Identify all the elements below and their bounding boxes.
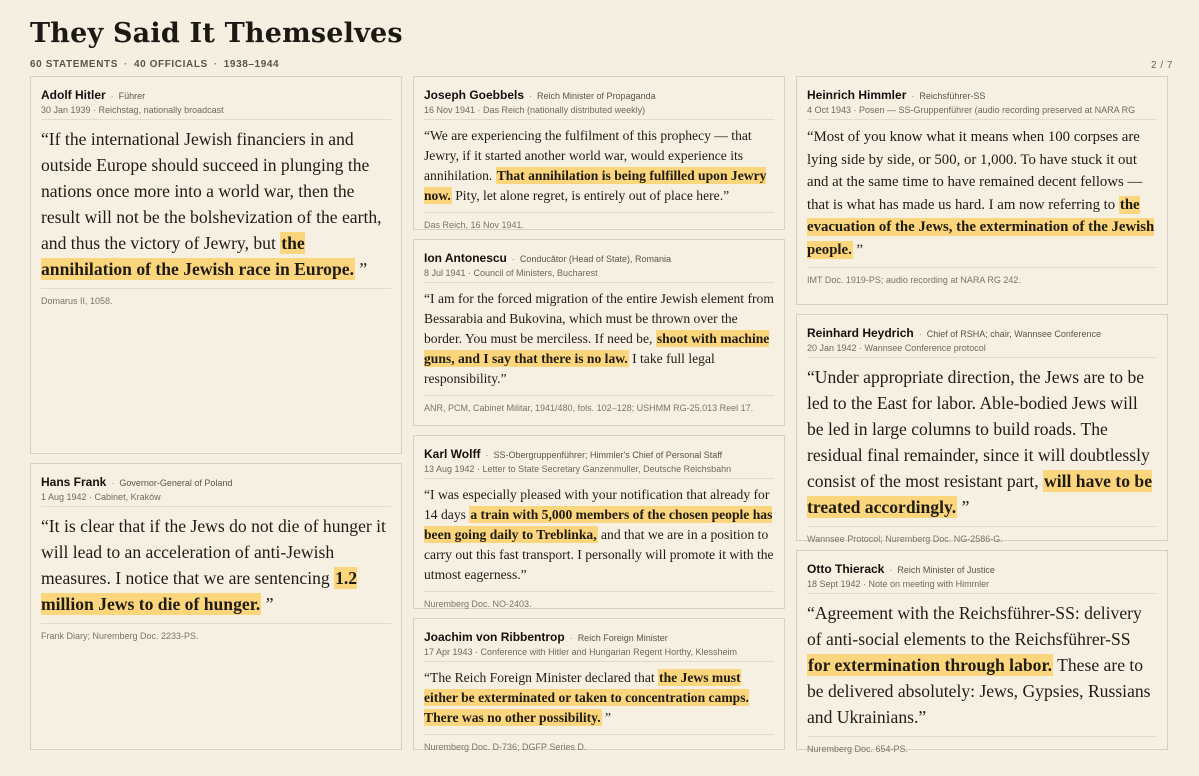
quote-card-himmler[interactable]: Heinrich Himmler · Reichsführer-SS 4 Oct 1943 · Posen — SS-Gruppenführer (audio recording preserved at NARA RG “Most of you know what it means when 100 corpses are lying side by side, or 500, or 1,000. To have stuck it out and at the same time to have remained decent fellows — that is what has made us hard. I am now referring to the evacuation of the Jews, the extermination of the Jewish people. ” IMT Doc. 1919-PS; audio recording at NARA RG 242. [796,76,1168,305]
speaker-role: Reich Foreign Minister [577,633,668,643]
date-venue: 16 Nov 1941 · Das Reich (nationally distributed weekly) [424,105,774,120]
speaker-name: Otto Thierack [807,562,885,576]
date-venue: 17 Apr 1943 · Conference with Hitler and Hungarian Regent Horthy, Klessheim [424,647,774,662]
quote-card-ribbentrop[interactable]: Joachim von Ribbentrop · Reich Foreign Minister 17 Apr 1943 · Conference with Hitler and Hungarian Regent Horthy, Klessheim “The Reich Foreign Minister declared that the Jews must either be exterminated or taken to concentration camps. There was no other possibility. ” Nuremberg Doc. D-736; DGFP Series D. [413,618,785,750]
date-venue: 8 Jul 1941 · Council of Ministers, Bucharest [424,268,774,283]
speaker-role: Führer [118,91,146,101]
quote-highlight: the evacuation of the Jews, the extermination of the Jewish people. [807,196,1155,258]
source-citation: Wannsee Protocol; Nuremberg Doc. NG-2586-G. [807,534,1003,544]
quote-card-thierack[interactable]: Otto Thierack · Reich Minister of Justice 18 Sept 1942 · Note on meeting with Himmler “Agreement with the Reichsführer-SS: delivery of anti-social elements to the Reichsführer-SS for extermination through labor. These are to be delivered absolutely: Jews, Gypsies, Russians and Ukrainians.” Nuremberg Doc. 654-PS. [796,550,1168,750]
quote-card-goebbels[interactable]: Joseph Goebbels · Reich Minister of Propaganda 16 Nov 1941 · Das Reich (nationally distributed weekly) “We are experiencing the fulfilment of this prophecy — that Jewry, if it started another world war, would experience its annihilation. That annihilation is being fulfilled upon Jewry now. Pity, let alone regret, is entirely out of place here.” Das Reich, 16 Nov 1941. [413,76,785,230]
speaker-role: Chief of RSHA; chair, Wannsee Conference [926,329,1101,339]
quote-text: “The Reich Foreign Minister declared that the Jews must either be exterminated or taken to concentration camps. There was no other possibility. ” [424,668,774,735]
page-indicator[interactable]: 2 / 7 [1151,60,1173,71]
quote-text: “If the international Jewish financiers in and outside Europe should succeed in plunging the nations once more into a world war, then the result will not be the bolshevization of the earth, and thus the victory of Jewry, but the annihilation of the Jewish race in Europe. ” [41,126,391,289]
quote-highlight: 1.2 million Jews to die of hunger. [41,568,358,614]
speaker-name: Adolf Hitler [41,88,106,102]
speaker-name: Reinhard Heydrich [807,326,914,340]
speaker-role: SS-Obergruppenführer; Himmler's Chief of Personal Staff [493,450,723,460]
speaker-role: Reichsführer-SS [919,91,986,101]
date-venue: 30 Jan 1939 · Reichstag, nationally broadcast [41,105,391,120]
speaker-name: Joseph Goebbels [424,88,525,102]
source-citation: Nuremberg Doc. 654-PS. [807,744,909,754]
quote-highlight: for extermination through labor. [808,655,1053,675]
quote-card-wolff[interactable]: Karl Wolff · SS-Obergruppenführer; Himmler's Chief of Personal Staff 13 Aug 1942 · Letter to State Secretary Ganzenmuller, Deutsche Reichsbahn “I was especially pleased with your notification that already for 14 days a train with 5,000 members of the chosen people has been going daily to Treblinka, and that we are in a position to carry out this fast transport. I personally will promote it with the utmost eagerness.” Nuremberg Doc. NO-2403. [413,435,785,609]
date-venue: 4 Oct 1943 · Posen — SS-Gruppenführer (audio recording preserved at NARA RG [807,105,1157,120]
quote-card-frank[interactable]: Hans Frank · Governor-General of Poland 1 Aug 1942 · Cabinet, Kraków “It is clear that if the Jews do not die of hunger it will lead to an acceleration of anti-Jewish measures. I notice that we are sentencing 1.2 million Jews to die of hunger. ” Frank Diary; Nuremberg Doc. 2233-PS. [30,463,402,750]
date-venue: 13 Aug 1942 · Letter to State Secretary Ganzenmuller, Deutsche Reichsbahn [424,464,774,479]
speaker-role: Governor-General of Poland [119,478,233,488]
date-venue: 18 Sept 1942 · Note on meeting with Himmler [807,579,1157,594]
quote-highlight: a train with 5,000 members of the chosen people has been going daily to Treblinka, [424,507,773,542]
source-citation: Domarus II, 1058. [41,296,113,306]
speaker-name: Joachim von Ribbentrop [424,630,565,644]
speaker-name: Heinrich Himmler [807,88,907,102]
official-count: 40 OFFICIALS [133,59,208,70]
quote-text: “I am for the forced migration of the entire Jewish element from Bessarabia and Bukovina, which must be thrown over the border. You must be merciless. If need be, shoot with machine guns, and I say that there is no law. I take full legal responsibility.” [424,289,774,396]
date-venue: 20 Jan 1942 · Wannsee Conference protocol [807,343,1157,358]
source-citation: Nuremberg Doc. NO-2403. [424,599,532,609]
speaker-name: Hans Frank [41,475,107,489]
quote-text: “Agreement with the Reichsführer-SS: delivery of anti-social elements to the Reichsführer-SS for extermination through labor. These are to be delivered absolutely: Jews, Gypsies, Russians and Ukrainians.” [807,600,1157,737]
source-citation: ANR, PCM, Cabinet Militar, 1941/480, fols. 102–128; USHMM RG-25.013 Reel 17. [424,403,754,413]
quote-highlight: the Jews must either be exterminated or taken to concentration camps. There was no other possibility. [424,670,749,725]
date-venue: 1 Aug 1942 · Cabinet, Kraków [41,492,391,507]
quote-text: “Most of you know what it means when 100 corpses are lying side by side, or 500, or 1,000. To have stuck it out and at the same time to have remained decent fellows — that is what has made us hard. I am now referring to the evacuation of the Jews, the extermination of the Jewish people. ” [807,126,1157,268]
statement-count: 60 STATEMENTS [30,59,118,70]
quote-highlight: That annihilation is being fulfilled upon Jewry now. [424,168,767,203]
speaker-name: Ion Antonescu [424,251,507,265]
speaker-role: Reich Minister of Propaganda [537,91,656,101]
quote-text: “It is clear that if the Jews do not die of hunger it will lead to an acceleration of anti-Jewish measures. I notice that we are sentencing 1.2 million Jews to die of hunger. ” [41,513,391,624]
year-range: 1938–1944 [223,59,280,70]
quote-highlight: the annihilation of the Jewish race in Europe. [41,233,354,279]
source-citation: Nuremberg Doc. D-736; DGFP Series D. [424,742,587,752]
quote-highlight: shoot with machine guns, and I say that there is no law. [424,331,770,366]
speaker-role: Conducător (Head of State), Romania [519,254,671,264]
quote-highlight: will have to be treated accordingly. [807,471,1153,517]
quote-card-hitler[interactable]: Adolf Hitler · Führer 30 Jan 1939 · Reichstag, nationally broadcast “If the international Jewish financiers in and outside Europe should succeed in plunging the nations once more into a world war, then the result will not be the bolshevization of the earth, and thus the victory of Jewry, but the annihilation of the Jewish race in Europe. ” Domarus II, 1058. [30,76,402,454]
quote-text: “Under appropriate direction, the Jews are to be led to the East for labor. Able-bodied Jews will be led in large columns to build roads. The residual final remainder, since it will doubtlessly consist of the most resistant part, will have to be treated accordingly. ” [807,364,1157,527]
quote-card-heydrich[interactable]: Reinhard Heydrich · Chief of RSHA; chair, Wannsee Conference 20 Jan 1942 · Wannsee Conference protocol “Under appropriate direction, the Jews are to be led to the East for labor. Able-bodied Jews will be led in large columns to build roads. The residual final remainder, since it will doubtlessly consist of the most resistant part, will have to be treated accordingly. ” Wannsee Protocol; Nuremberg Doc. NG-2586-G. [796,314,1168,541]
source-citation: Das Reich, 16 Nov 1941. [424,220,525,230]
source-citation: Frank Diary; Nuremberg Doc. 2233-PS. [41,631,199,641]
collection-stats: 60 STATEMENTS · 40 OFFICIALS · 1938–1944 [30,59,280,70]
page-title: They Said It Themselves [30,18,403,49]
speaker-name: Karl Wolff [424,447,481,461]
quote-text: “We are experiencing the fulfilment of this prophecy — that Jewry, if it started another world war, would experience its annihilation. That annihilation is being fulfilled upon Jewry now. Pity, let alone regret, is entirely out of place here.” [424,126,774,213]
quote-text: “I was especially pleased with your notification that already for 14 days a train with 5,000 members of the chosen people has been going daily to Treblinka, and that we are in a position to carry out this fast transport. I personally will promote it with the utmost eagerness.” [424,485,774,592]
quote-card-antonescu[interactable]: Ion Antonescu · Conducător (Head of State), Romania 8 Jul 1941 · Council of Ministers, Bucharest “I am for the forced migration of the entire Jewish element from Bessarabia and Bukovina, which must be thrown over the border. You must be merciless. If need be, shoot with machine guns, and I say that there is no law. I take full legal responsibility.” ANR, PCM, Cabinet Militar, 1941/480, fols. 102–128; USHMM RG-25.013 Reel 17. [413,239,785,426]
speaker-role: Reich Minister of Justice [897,565,995,575]
source-citation: IMT Doc. 1919-PS; audio recording at NARA RG 242. [807,275,1021,285]
